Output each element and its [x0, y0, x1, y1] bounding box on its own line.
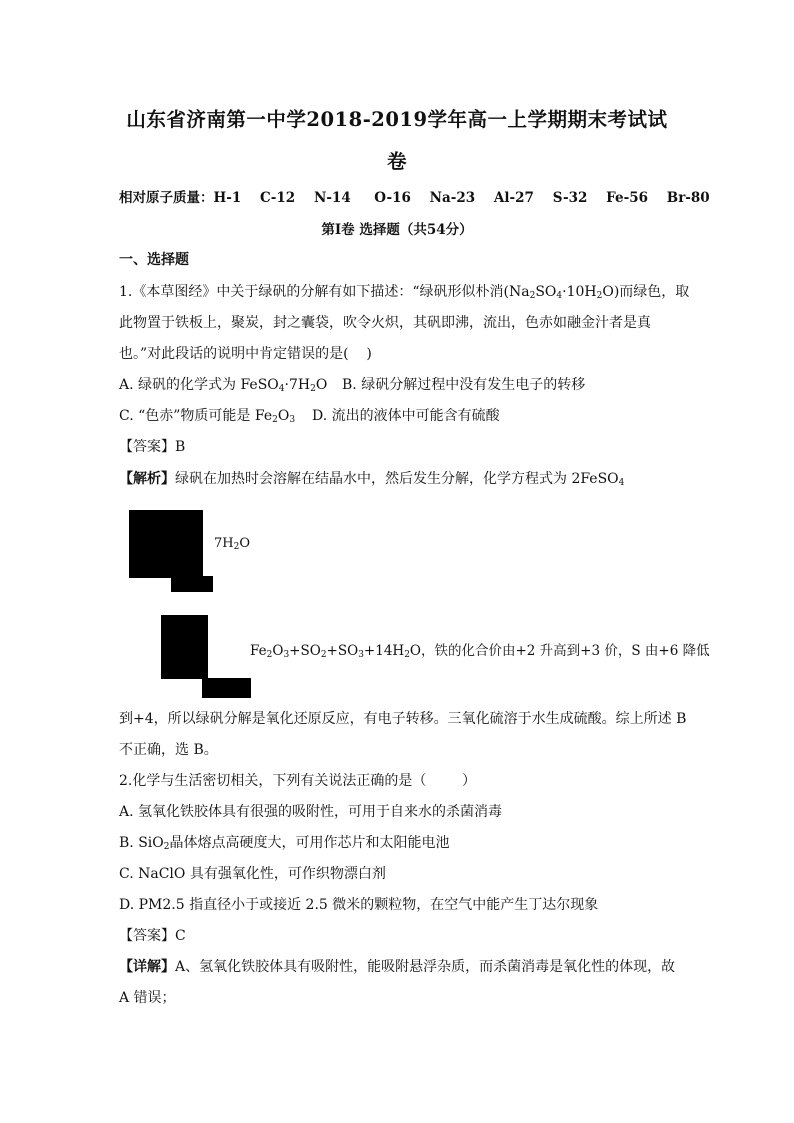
option-text: O	[315, 377, 328, 393]
option-text: A. 绿矾的化学式为 FeSO	[119, 377, 279, 393]
q1-stem-line1	[119, 281, 689, 301]
subscript: 3	[289, 415, 296, 425]
q2-option-c: C. NaClO 具有强氧化性，可作织物漂白剂	[119, 866, 386, 882]
subscript: 2	[310, 384, 316, 394]
subscript: 4	[556, 291, 563, 301]
section-header: 第Ⅰ卷 选择题（共54分）	[321, 222, 473, 238]
equation-image-2	[161, 615, 208, 679]
q1-analysis-line1	[119, 468, 624, 488]
part-header: 一、选择题	[119, 252, 189, 268]
equation-image-1	[129, 510, 203, 578]
subscript: 2	[404, 650, 410, 660]
subscript: 2	[233, 542, 240, 552]
q1-option-a	[119, 374, 327, 394]
subscript: 2	[529, 291, 536, 301]
equation-text: +SO	[326, 643, 359, 659]
q2-detail-line2: A 错误；	[119, 990, 176, 1006]
equation-text: +SO	[289, 643, 321, 659]
equation-text: Fe	[250, 643, 267, 659]
q1-analysis-line5: 不正确，选 B。	[119, 742, 218, 758]
q1-stem-text: O)而绿色，取	[602, 284, 690, 300]
q2-stem: 2.化学与生活密切相关，下列有关说法正确的是（ ）	[119, 773, 476, 789]
analysis-tag: 【解析】	[119, 471, 175, 487]
equation-image-2-tail	[202, 678, 251, 698]
option-text: ·7H	[284, 377, 311, 393]
exam-title-line2: 卷	[386, 150, 407, 173]
equation-text: 7H	[214, 536, 234, 551]
detail-tag: 【详解】	[119, 959, 175, 975]
q1-option-c	[119, 405, 295, 425]
subscript: 3	[358, 650, 364, 660]
exam-title-line1: 山东省济南第一中学2018-2019学年高一上学期期末考试试	[126, 108, 668, 131]
option-text: 晶体熔点高硬度大，可用作芯片和太阳能电池	[169, 835, 450, 851]
q1-stem-text: 1.《本草图经》中关于绿矾的分解有如下描述：“绿矾形似朴消(Na	[119, 284, 530, 300]
option-text: O	[277, 408, 290, 424]
q1-option-d: D. 流出的液体中可能含有硫酸	[312, 408, 500, 424]
q1-stem-line2: 此物置于铁板上，聚炭，封之囊袋，吹令火炽，其矾即沸，流出，色赤如融金汁者是真	[119, 315, 651, 331]
subscript: 4	[618, 478, 625, 488]
option-text: C. “色赤”物质可能是 Fe	[119, 408, 273, 424]
q2-option-d: D. PM2.5 指直径小于或接近 2.5 微米的颗粒物，在空气中能产生丁达尔现象	[119, 897, 599, 913]
q2-detail-line1	[119, 956, 675, 976]
subscript: 4	[278, 384, 285, 394]
q2-option-a: A. 氢氧化铁胶体具有很强的吸附性，可用于自来水的杀菌消毒	[119, 804, 503, 820]
q1-analysis-line4: 到+4，所以绿矾分解是氧化还原反应，有电子转移。三氧化硫溶于水生成硫酸。综上所述 B	[119, 711, 687, 727]
q1-stem-text: SO	[535, 284, 557, 300]
detail-text: A、氢氧化铁胶体具有吸附性，能吸附悬浮杂质，而杀菌消毒是氧化性的体现，故	[175, 959, 676, 975]
equation-text: +14H	[363, 643, 405, 659]
q1-answer: 【答案】B	[119, 439, 186, 455]
subscript: 3	[283, 650, 290, 660]
q1-stem-text: ·10H	[562, 284, 597, 300]
equation-text: O	[239, 536, 251, 551]
q1-equation-line1	[214, 536, 250, 551]
equation-text: O	[272, 643, 284, 659]
subscript: 2	[272, 415, 278, 425]
equation-text: O，铁的化合价由+2 升高到+3 价，S 由+6 降低	[409, 643, 710, 659]
q2-option-b	[119, 832, 449, 852]
subscript: 2	[596, 291, 603, 301]
analysis-text: 绿矾在加热时会溶解在结晶水中，然后发生分解，化学方程式为 2FeSO	[175, 471, 619, 487]
q1-stem-line3: 也。”对此段话的说明中肯定错误的是( )	[119, 346, 372, 362]
option-text: B. SiO	[119, 835, 164, 851]
q1-equation-line2	[250, 639, 710, 659]
atomic-masses: 相对原子质量：H-1 C-12 N-14 O-16 Na-23 Al-27 S-32 Fe-56 Br-80	[119, 190, 710, 206]
subscript: 2	[320, 650, 327, 660]
q2-answer: 【答案】C	[119, 928, 186, 944]
q1-option-b: B. 绿矾分解过程中没有发生电子的转移	[342, 377, 586, 393]
subscript: 2	[163, 842, 170, 852]
subscript: 2	[266, 650, 273, 660]
equation-image-1-tail	[171, 576, 213, 592]
